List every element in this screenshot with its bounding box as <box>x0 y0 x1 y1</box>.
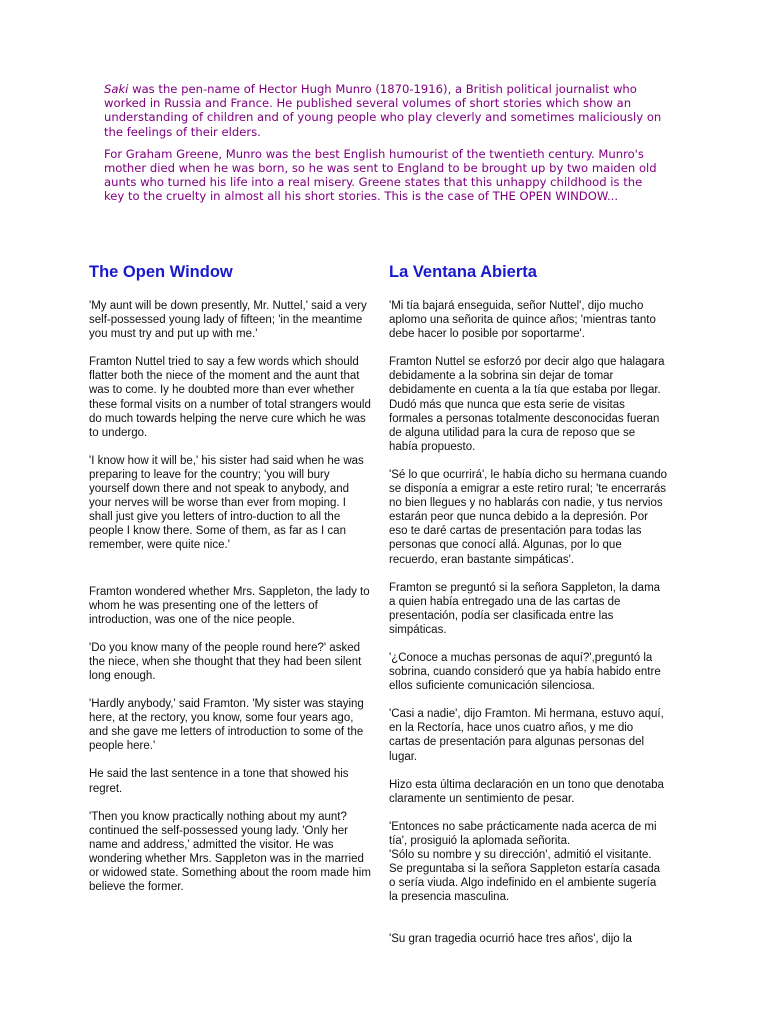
spanish-paragraph-3: 'Sé lo que ocurrirá', le había dicho su hermana cuando se disponía a emigrar a este retiro rural; 'te encerrarás no bien llegues y no hablarás con nadie, y tus nervios estarán peor que nunca debido a la depresión. Por eso te daré cartas de presentación para todas las personas que conocí allá. Algunas, por lo que recuerdo, eran bastante simpáticas'. <box>389 468 668 566</box>
intro-paragraph-1-text: was the pen-name of Hector Hugh Munro (1870-1916), a British political journalist who worked in Russia and France. He published several volumes of short stories which show an understanding of children and of young people who play cleverly and sometimes maliciously on the feelings of their elders. <box>104 82 662 139</box>
intro-paragraph-2: For Graham Greene, Munro was the best English humourist of the twentieth century. Munro's mother died when he was born, so he was sent to England to be brought up by two maiden old aunts who turned his life into a real misery. Greene states that this unhappy childhood is the key to the cruelty in almost all his short stories. This is the case of THE OPEN WINDOW... <box>104 146 657 204</box>
spanish-paragraph-9: 'Sólo su nombre y su dirección', admitió el visitante. Se preguntaba si la señora Sappleton estaría casada o sería viuda. Algo indefinido en el ambiente sugería la presencia masculina. <box>389 849 661 904</box>
english-paragraph-3: 'I know how it will be,' his sister had said when he was preparing to leave for the country; 'you will bury yourself down there and not speak to anybody, and your nerves will be worse than ever from moping. I shall just give you letters of intro-duction to all the people I know there. Some of them, as far as I can remember, were quite nice.' <box>89 454 364 552</box>
spanish-paragraph-8: 'Entonces no sabe prácticamente nada acerca de mi tía', prosiguió la aplomada señorita. <box>389 820 657 847</box>
spanish-paragraph-7: Hizo esta última declaración en un tono que denotaba claramente un sentimiento de pesar. <box>389 778 664 805</box>
english-title: The Open Window <box>89 263 233 281</box>
english-paragraph-1: 'My aunt will be down presently, Mr. Nuttel,' said a very self-possessed young lady of fifteen; 'in the meantime you must try and put up with me.' <box>89 300 367 341</box>
spanish-title: La Ventana Abierta <box>389 263 537 281</box>
english-paragraph-4: Framton wondered whether Mrs. Sappleton, the lady to whom he was presenting one of the letters of introduction, was one of the nice people. <box>89 585 370 626</box>
spanish-paragraph-1: 'Mi tía bajará enseguida, señor Nuttel', dijo mucho aplomo una señorita de quince años; 'mientras tanto debe hacer lo posible por soportarme'. <box>389 300 656 341</box>
english-paragraph-7: He said the last sentence in a tone that showed his regret. <box>89 768 349 795</box>
spanish-paragraph-5: '¿Conoce a muchas personas de aquí?',preguntó la sobrina, cuando consideró que ya había habido entre ellos suficiente comunicación silenciosa. <box>389 651 661 693</box>
english-paragraph-2: Framton Nuttel tried to say a few words which should flatter both the niece of the moment and the aunt that was to come. Iy he doubted more than ever whether these formal visits on a number of total strangers would do much towards helping the nerve cure which he was to undergo. <box>89 356 371 439</box>
spanish-paragraph-6: 'Casi a nadie', dijo Framton. Mi hermana, estuvo aquí, en la Rectoría, hace unos cuatro años, y me dio cartas de presentación para algunas personas del lugar. <box>389 708 664 763</box>
spanish-paragraph-4: Framton se preguntó si la señora Sappleton, la dama a quien había entregado una de las cartas de presentación, podía ser clasificada entre las simpáticas. <box>389 581 661 636</box>
english-column <box>89 258 371 908</box>
spanish-column <box>389 258 667 960</box>
spanish-paragraph-2: Framton Nuttel se esforzó por decir algo que halagara debidamente a la sobrina sin dejar de tomar debidamente en cuenta a la tía que estaba por llegar. Dudó más que nunca que esta serie de visitas formales a personas totalmente desconocidas fueran de alguna utilidad para la cura de reposo que se había propuesto. <box>389 356 665 453</box>
intro-paragraph-1 <box>104 82 664 139</box>
english-paragraph-6: 'Hardly anybody,' said Framton. 'My sister was staying here, at the rectory, you know, some four years ago, and she gave me letters of introduction to some of the people here.' <box>89 698 364 753</box>
spanish-paragraph-10: 'Su gran tragedia ocurrió hace tres años', dijo la <box>389 933 632 946</box>
english-paragraph-8: 'Then you know practically nothing about my aunt? continued the self-possessed young lady. 'Only her name and address,' admitted the visitor. He was wondering whether Mrs. Sappleton was in the married or widowed state. Something about the room made him believe the former. <box>89 810 371 894</box>
intro-section <box>104 82 664 212</box>
english-paragraph-5: 'Do you know many of the people round here?' asked the niece, when she thought that they had been silent long enough. <box>89 641 362 682</box>
author-pen-name: Saki <box>104 82 129 96</box>
